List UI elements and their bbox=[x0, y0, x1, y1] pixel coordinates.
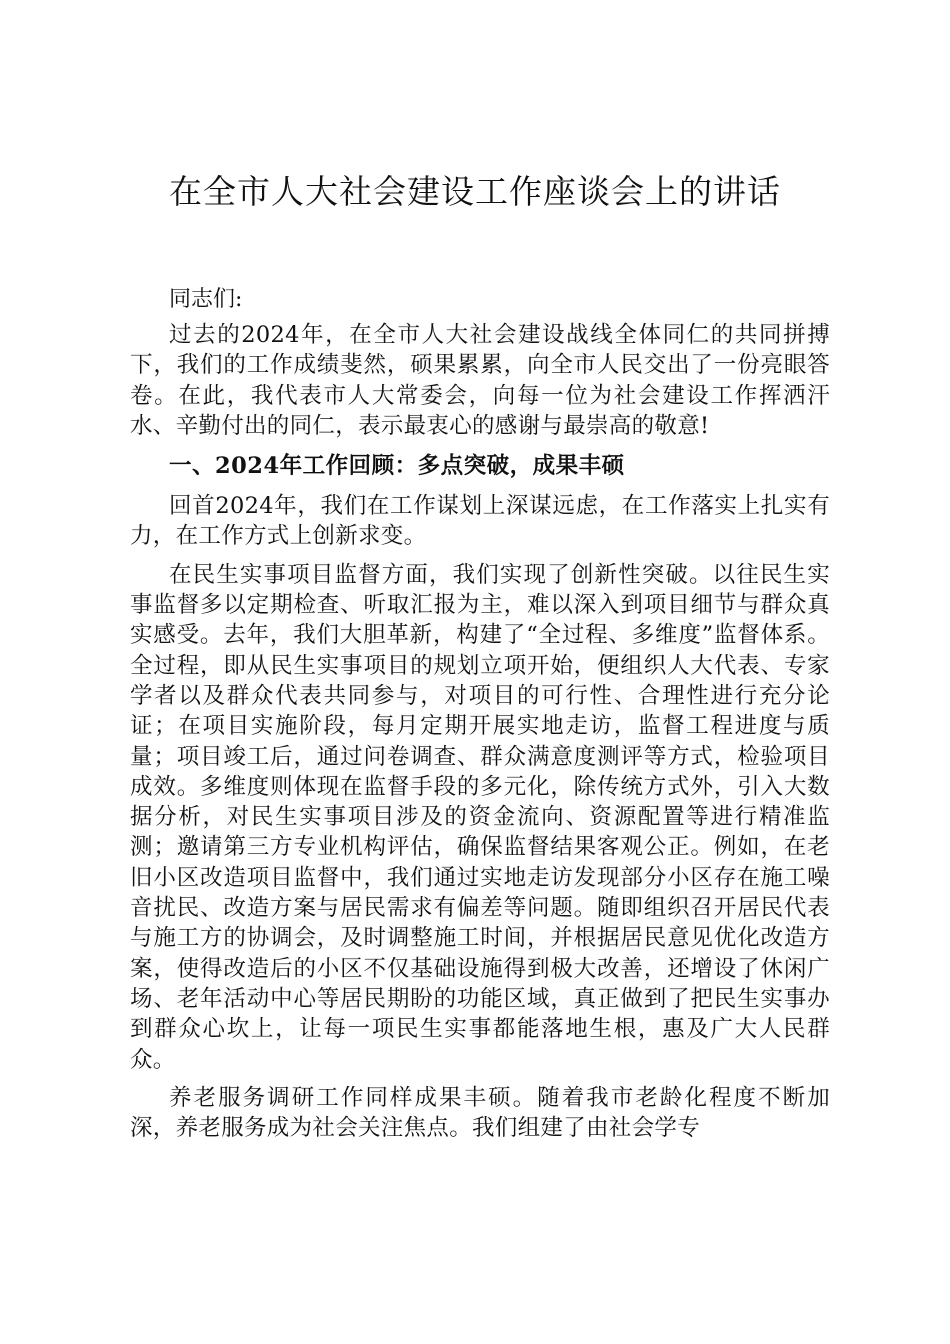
paragraph-intro: 过去的2024年，在全市人大社会建设战线全体同仁的共同拼搏下，我们的工作成绩斐然，硕果累累，向全市人民交出了一份亮眼答卷。在此，我代表市人大常委会，向每一位为社会建设工作挥洒汗水、辛勤付出的同仁，表示最衷心的感谢与最崇高的敬意! bbox=[130, 322, 830, 439]
salutation: 同志们: bbox=[169, 287, 243, 312]
document-title: 在全市人大社会建设工作座谈会上的讲话 bbox=[169, 172, 781, 211]
paragraph-livelihood-supervision: 在民生实事项目监督方面，我们实现了创新性突破。以往民生实事监督多以定期检查、听取汇报为主，难以深入到项目细节与群众真实感受。去年，我们大胆革新，构建了“全过程、多维度”监督体系。全过程，即从民生实事项目的规划立项开始，便组织人大代表、专家学者以及群众代表共同参与，对项目的可行性、合理性进行充分论证；在项目实施阶段，每月定期开展实地走访，监督工程进度与质量；项目竣工后，通过问卷调查、群众满意度测评等方式，检验项目成效。多维度则体现在监督手段的多元化，除传统方式外，引入大数据分析，对民生实事项目涉及的资金流向、资源配置等进行精准监测；邀请第三方专业机构评估，确保监督结果客观公正。例如，在老旧小区改造项目监督中，我们通过实地走访发现部分小区存在施工噪音扰民、改造方案与居民需求有偏差等问题。随即组织召开居民代表与施工方的协调会，及时调整施工时间，并根据居民意见优化改造方案，使得改造后的小区不仅基础设施得到极大改善，还增设了休闲广场、老年活动中心等居民期盼的功能区域，真正做到了把民生实事办到群众心坎上，让每一项民生实事都能落地生根，惠及广大人民群众。 bbox=[130, 561, 830, 1073]
paragraph-elderly-care: 养老服务调研工作同样成果丰硕。随着我市老龄化程度不断加深，养老服务成为社会关注焦点。我们组建了由社会学专 bbox=[130, 1084, 830, 1142]
paragraph-review-summary: 回首2024年，我们在工作谋划上深谋远虑，在工作落实上扎实有力，在工作方式上创新求变。 bbox=[130, 493, 830, 550]
document-body bbox=[130, 285, 830, 1151]
section-heading-1: 一、2024年工作回顾：多点突破，成果丰硕 bbox=[169, 453, 625, 480]
